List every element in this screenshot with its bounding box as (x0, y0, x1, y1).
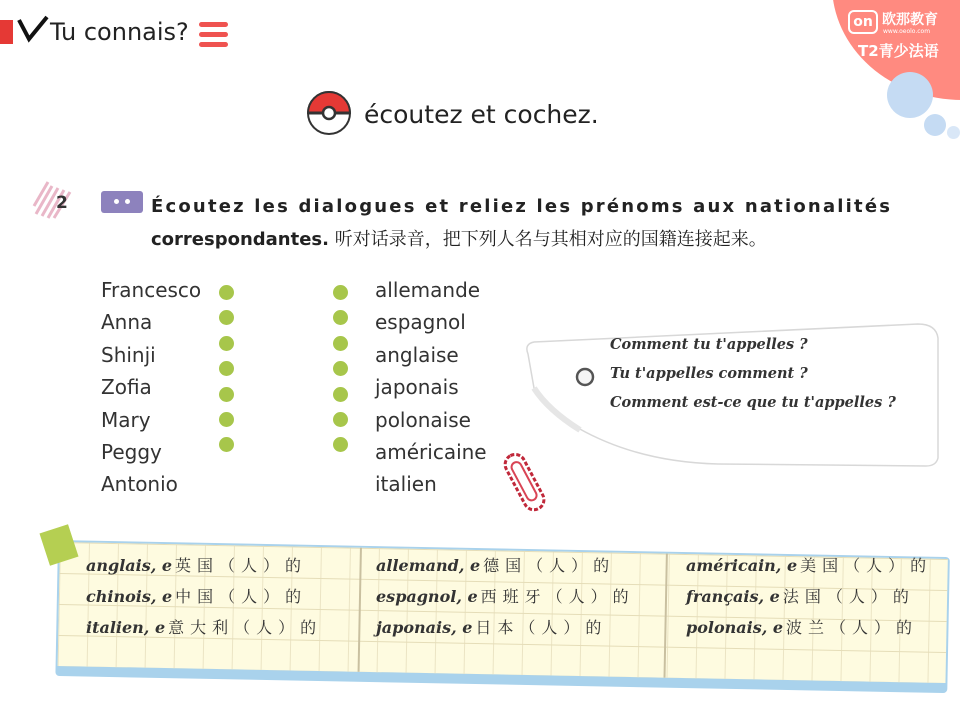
card-question-list (610, 330, 896, 417)
match-dot-right[interactable] (333, 336, 348, 351)
nationality-item: polonaise (375, 407, 471, 432)
match-dot-right[interactable] (333, 387, 348, 402)
vocab-entry: japonais, e 日本（人）的 (376, 618, 608, 637)
exercise-instruction-chinese: 听对话录音，把下列人名与其相对应的国籍连接起来。 (334, 229, 767, 250)
header-accent-bar (0, 20, 13, 44)
match-dot-left[interactable] (219, 285, 234, 300)
cassette-icon[interactable] (101, 191, 143, 213)
nationalities-dots (333, 278, 353, 463)
name-item: Anna (101, 310, 153, 335)
brand-logo-mark: on (848, 10, 878, 34)
brand-url: www.oeolo.com (883, 28, 931, 35)
nationality-item: anglaise (375, 342, 459, 367)
decorative-circle (887, 72, 933, 118)
instruction-text: écoutez et cochez. (364, 100, 599, 129)
vocab-divider (358, 548, 362, 672)
nationalities-list (375, 276, 487, 503)
exercise-instruction-bold: correspondantes. (151, 229, 329, 250)
name-item: Peggy (101, 439, 162, 464)
nationality-item: américaine (375, 439, 487, 464)
nationality-item: italien (375, 472, 437, 497)
tag-hole-icon (574, 366, 596, 388)
match-dot-right[interactable] (333, 412, 348, 427)
card-question: Comment tu t'appelles ? (610, 336, 808, 353)
match-dot-left[interactable] (219, 336, 234, 351)
decorative-circle (947, 126, 960, 139)
decorative-circle (924, 114, 946, 136)
match-dot-right[interactable] (333, 310, 348, 325)
names-list (101, 276, 201, 503)
vocab-column (376, 553, 635, 646)
brand-subtitle: T2青少法语 (858, 42, 939, 60)
name-item: Mary (101, 407, 151, 432)
exercise-instruction-line2 (151, 225, 767, 251)
match-dot-left[interactable] (219, 310, 234, 325)
page-title: Tu connais? (50, 18, 189, 46)
pokeball-icon[interactable] (306, 90, 352, 136)
match-dot-left[interactable] (219, 361, 234, 376)
name-item: Zofia (101, 375, 152, 400)
card-question: Comment est-ce que tu t'appelles ? (610, 394, 896, 411)
nationality-item: allemande (375, 278, 481, 302)
name-item: Shinji (101, 342, 156, 367)
match-dot-left[interactable] (219, 387, 234, 402)
check-icon (16, 14, 50, 44)
names-dots (219, 278, 239, 463)
vocab-entry: américain, e 美国（人）的 (686, 556, 933, 575)
paperclip-icon (500, 446, 550, 520)
vocab-entry: français, e 法国（人）的 (686, 587, 915, 606)
match-dot-right[interactable] (333, 437, 348, 452)
vocab-column (686, 553, 932, 646)
vocab-divider (664, 554, 668, 678)
vocab-entry: polonais, e 波兰（人）的 (686, 618, 919, 637)
match-dot-right[interactable] (333, 361, 348, 376)
vocab-entry: allemand, e 德国（人）的 (376, 556, 616, 575)
nationality-item: japonais (375, 375, 459, 400)
exercise-instruction-line1: Écoutez les dialogues et reliez les prénoms aux nationalités (151, 196, 893, 217)
exercise-number: 2 (56, 193, 68, 213)
match-dot-right[interactable] (333, 285, 348, 300)
match-dot-left[interactable] (219, 412, 234, 427)
hamburger-icon[interactable] (199, 22, 228, 48)
vocab-entry: italien, e 意大利（人）的 (86, 618, 323, 637)
vocab-entry: anglais, e 英国（人）的 (86, 556, 308, 575)
card-question: Tu t'appelles comment ? (610, 365, 808, 382)
vocab-entry: espagnol, e 西班牙（人）的 (376, 587, 635, 606)
brand-name: 欧那教育 (882, 12, 938, 28)
name-item: Antonio (101, 472, 178, 497)
match-dot-left[interactable] (219, 437, 234, 452)
vocab-column (86, 553, 322, 646)
vocab-entry: chinois, e 中国（人）的 (86, 587, 308, 606)
nationality-item: espagnol (375, 310, 466, 335)
name-item: Francesco (101, 278, 202, 302)
